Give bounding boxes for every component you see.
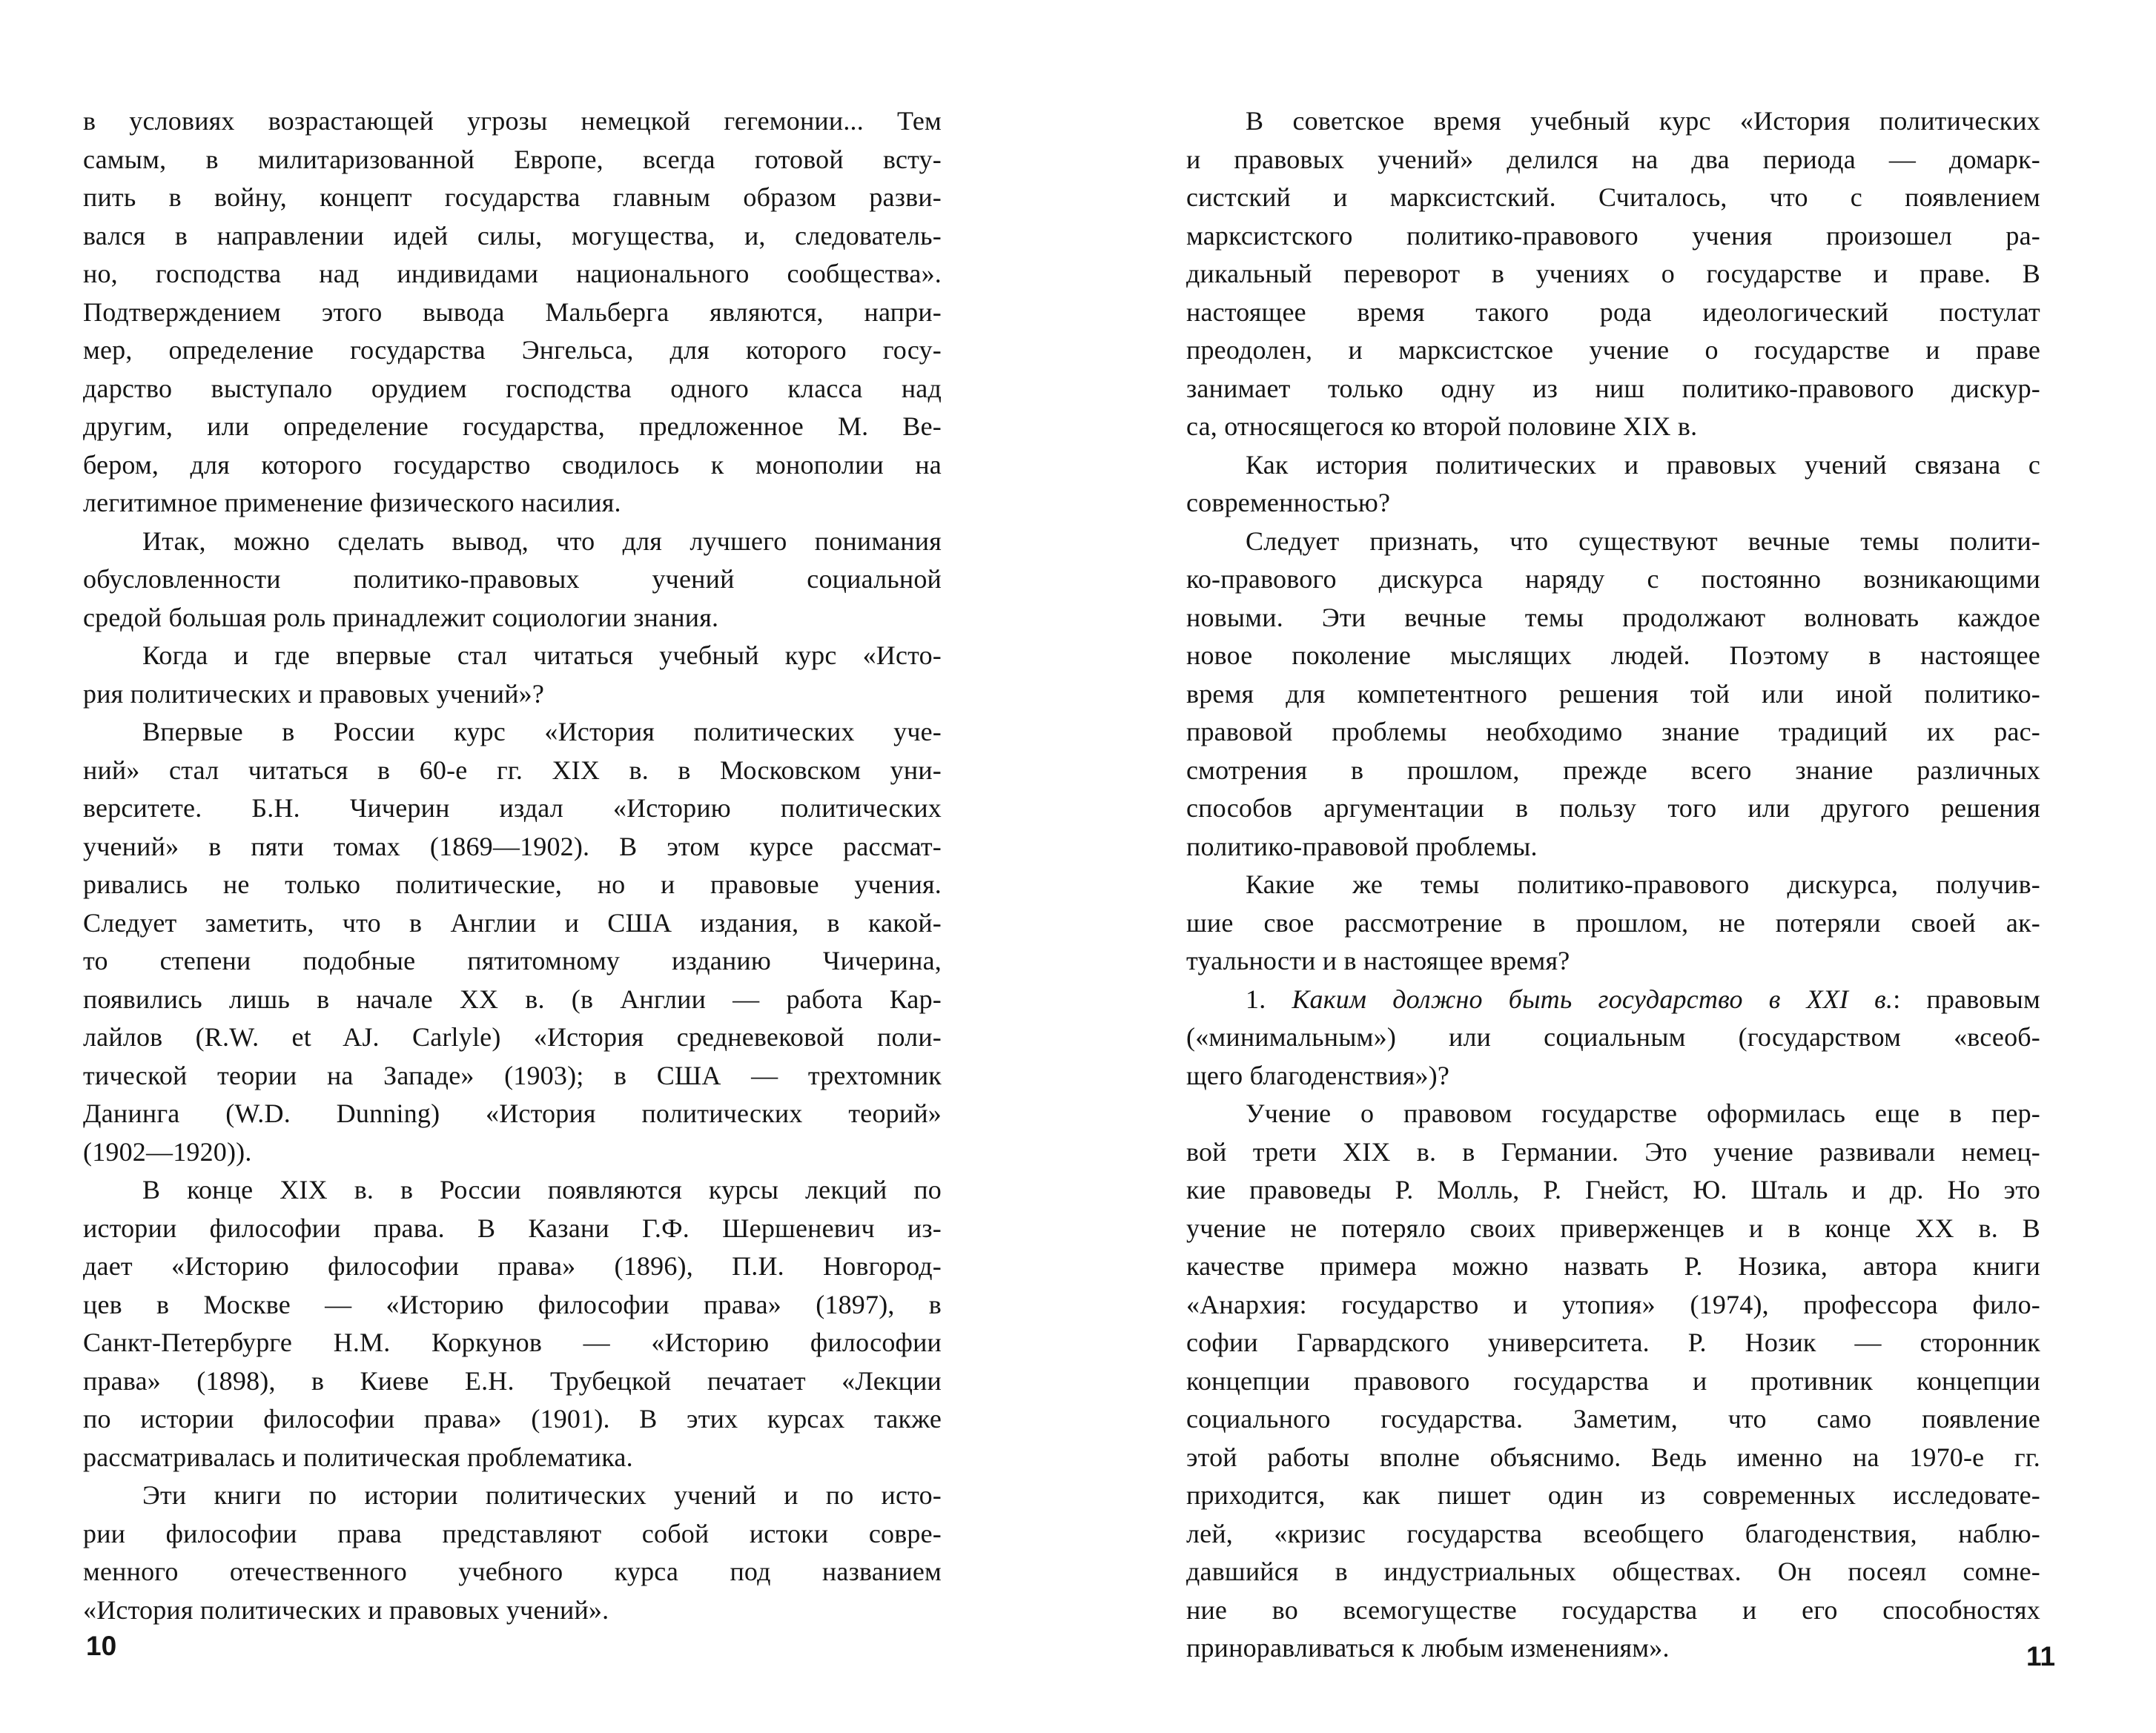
page-number-left: 10 [86, 1631, 117, 1661]
text-line: учений» в пяти томах (1869—1902). В этом курсе рассмат- [83, 831, 942, 861]
text-line: В советское время учебный курс «История политических [1246, 106, 2040, 136]
text-line: концепции правового государства и противник концепции [1186, 1365, 2040, 1396]
paragraph [1186, 102, 2040, 446]
question-italic-text: Каким должно быть государство в XXI в. [1292, 984, 1894, 1014]
text-line: появились лишь в начале XX в. (в Англии — работа Кар- [83, 984, 942, 1014]
text-line: приноравливаться к любым изменениям». [1186, 1633, 1670, 1663]
text-line: способов аргументации в пользу того или другого решения [1186, 793, 2040, 823]
text-line: (1902—1920)). [83, 1136, 252, 1167]
text-line: вой трети XIX в. в Германии. Это учение развивали немец- [1186, 1136, 2040, 1167]
text-line: приходится, как пишет один из современных исследовате- [1186, 1480, 2040, 1510]
text-line: права» (1898), в Киеве Е.Н. Трубецкой печатает «Лекции [83, 1365, 942, 1396]
text-line: Следует признать, что существуют вечные темы полити- [1246, 526, 2040, 556]
text-line: самым, в милитаризованной Европе, всегда готовой всту- [83, 144, 942, 174]
paragraph [1186, 866, 2040, 981]
text-line: но, господства над индивидами национального сообщества». [83, 259, 942, 288]
text-line: дикальный переворот в учениях о государстве и праве. В [1186, 259, 2040, 288]
text-line: Какие же темы политико-правового дискурса, получив- [1246, 869, 2040, 899]
text-line: мер, определение государства Энгельса, для которого госу- [83, 335, 942, 365]
text-line: то степени подобные пятитомному изданию Чичерина, [83, 946, 942, 975]
text-line: современностью? [1186, 488, 1391, 517]
text-line: щего благоденствия»)? [1186, 1060, 1450, 1090]
text-line: средой большая роль принадлежит социологии знания. [83, 602, 719, 632]
text-line: «Анархия: государство и утопия» (1974), профессора фило- [1186, 1289, 2040, 1319]
text-line: ний» стал читаться в 60-е гг. XIX в. в Московском уни- [83, 755, 942, 785]
text-line: Учение о правовом государстве оформилась еще в пер- [1246, 1099, 2040, 1128]
text-line: Следует заметить, что в Англии и США издания, в какой- [83, 907, 942, 938]
text-line: цев в Москве — «Историю философии права» (1897), в [83, 1289, 942, 1319]
text-line: ко-правового дискурса наряду с постоянно возникающими [1186, 564, 2040, 594]
text-line: Когда и где впервые стал читаться учебный курс «Исто- [142, 640, 942, 670]
paragraph [83, 523, 942, 637]
text-line: софии Гарвардского университета. Р. Нозик — сторонник [1186, 1328, 2040, 1357]
text-line: шие свое рассмотрение в прошлом, не потеряли своей ак- [1186, 907, 2040, 938]
text-line: социального государства. Заметим, что само появление [1186, 1404, 2040, 1434]
right-page [1186, 102, 2040, 1668]
text-line: дает «Историю философии права» (1896), П.И. Новгород- [83, 1251, 942, 1281]
text-line: легитимное применение физического насилия. [83, 488, 621, 517]
text-line: В конце XIX в. в России появляются курсы лекций по [142, 1175, 942, 1205]
text-line: Данинга (W.D. Dunning) «История политических теорий» [83, 1099, 942, 1128]
text-line: тической теории на Западе» (1903); в США — трехтомник [83, 1060, 942, 1090]
text-line: занимает только одну из ниш политико-правового дискур- [1186, 373, 2040, 403]
text-line: вался в направлении идей силы, могущества, и, следователь- [83, 220, 942, 251]
text-line: в условиях возрастающей угрозы немецкой гегемонии... Тем [83, 106, 942, 136]
text-line: и правовых учений» делился на два периода — домарк- [1186, 144, 2040, 174]
paragraph [1186, 446, 2040, 523]
text-line: по истории философии права» (1901). В этих курсах также [83, 1404, 942, 1434]
text-line: лей, «кризис государства всеобщего благоденствия, наблю- [1186, 1518, 2040, 1548]
text-line: кие правоведы Р. Молль, Р. Гнейст, Ю. Шталь и др. Но это [1186, 1175, 2040, 1205]
text-line: туальности и в настоящее время? [1186, 946, 1570, 975]
paragraph [83, 637, 942, 713]
text-line: са, относящегося ко второй половине XIX в. [1186, 411, 1698, 441]
text-line: Подтверждением этого вывода Мальберга являются, напри- [83, 296, 942, 327]
text-line: бером, для которого государство сводилось к монополии на [83, 449, 942, 480]
text-line: пить в войну, концепт государства главным образом разви- [83, 182, 942, 212]
paragraph-numbered-question [1186, 981, 2040, 1096]
text-line: учение не потеряло своих приверженцев и в конце XX в. В [1186, 1213, 2040, 1243]
paragraph [83, 1171, 942, 1477]
text-line: Впервые в России курс «История политических уче- [142, 717, 942, 746]
text-line: ривались не только политические, но и правовые учения. [83, 869, 942, 899]
text-line: систский и марксистский. Считалось, что с появлением [1186, 182, 2040, 212]
text-line: ние во всемогуществе государства и его способностях [1186, 1594, 2040, 1625]
text-line: («минимальным») или социальным (государством «всеоб- [1186, 1022, 2040, 1052]
text-line: Как история политических и правовых учений связана с [1246, 449, 2040, 480]
text-line [1186, 981, 2040, 1019]
paragraph [1186, 1095, 2040, 1668]
text-line: Санкт-Петербурге Н.М. Коркунов — «Историю философии [83, 1328, 942, 1357]
text-line: смотрения в прошлом, прежде всего знание различных [1186, 755, 2040, 785]
text-line: лайлов (R.W. et AJ. Carlyle) «История средневековой поли- [83, 1022, 942, 1052]
text-line: правовой проблемы необходимо знание традиций их рас- [1186, 717, 2040, 746]
text-line: рия политических и правовых учений»? [83, 678, 545, 709]
text-line: рассматривалась и политическая проблематика. [83, 1442, 633, 1472]
page-number-right: 11 [2026, 1641, 2056, 1671]
text-line: другим, или определение государства, предложенное М. Ве- [83, 411, 942, 441]
paragraph [83, 713, 942, 1171]
text-line: дарство выступало орудием господства одного класса над [83, 373, 942, 403]
text-line: истории философии права. В Казани Г.Ф. Шершеневич из- [83, 1213, 942, 1243]
text-line: новыми. Эти вечные темы продолжают волновать каждое [1186, 602, 2040, 632]
text-line: давшийся в индустриальных обществах. Он посеял сомне- [1186, 1557, 2040, 1586]
text-line: «История политических и правовых учений». [83, 1594, 609, 1625]
text-line: время для компетентного решения той или иной политико- [1186, 678, 2040, 709]
text-line: обусловленности политико-правовых учений социальной [83, 564, 942, 594]
text-line: качестве примера можно назвать Р. Нозика, автора книги [1186, 1251, 2040, 1281]
text-line: Эти книги по истории политических учений и по исто- [142, 1480, 942, 1510]
text-line: политико-правовой проблемы. [1186, 831, 1538, 861]
text-line: Итак, можно сделать вывод, что для лучшего понимания [142, 526, 942, 556]
question-tail-text: : правовым [1893, 984, 2040, 1014]
text-line: верситете. Б.Н. Чичерин издал «Историю политических [83, 793, 942, 823]
paragraph [83, 1477, 942, 1629]
question-number: 1. [1246, 984, 1292, 1014]
text-line: этой работы вполне объяснимо. Ведь именно на 1970-е гг. [1186, 1442, 2040, 1472]
text-line: марксистского политико-правового учения произошел ра- [1186, 220, 2040, 251]
left-page [83, 102, 942, 1629]
paragraph [83, 102, 942, 523]
text-line: настоящее время такого рода идеологический постулат [1186, 296, 2040, 327]
text-line: менного отечественного учебного курса под названием [83, 1557, 942, 1586]
paragraph [1186, 523, 2040, 866]
text-line: рии философии права представляют собой истоки совре- [83, 1518, 942, 1548]
text-line: преодолен, и марксистское учение о государстве и праве [1186, 335, 2040, 365]
text-line: новое поколение мыслящих людей. Поэтому в настоящее [1186, 640, 2040, 670]
